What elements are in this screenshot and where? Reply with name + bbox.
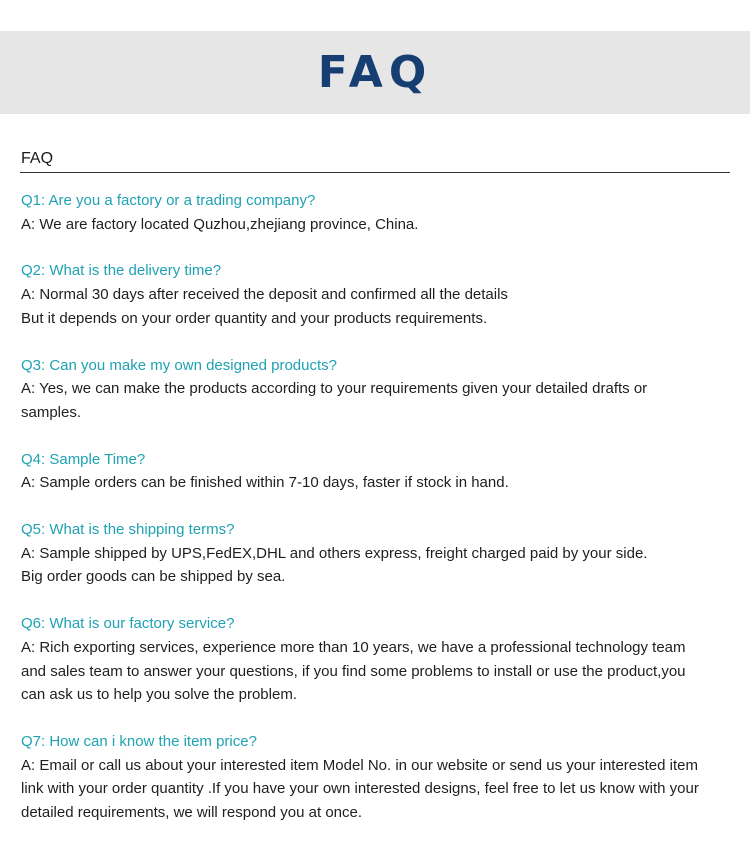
faq-answer: A: Rich exporting services, experience more than 10 years, we have a professional technology team and sales team to answer your questions, if you find some problems to install or use the product,you can ask us to help you solve the problem.: [21, 638, 686, 704]
section-divider: [20, 172, 730, 173]
faq-answer: A: Email or call us about your interested item Model No. in our website or send us your interested item link with your order quantity .If you have your own interested designs, feel free to let us know with your detailed requirements, we will respond you at once.: [21, 756, 699, 822]
faq-item-5: [21, 518, 739, 589]
banner-title: FAQ: [317, 47, 433, 98]
faq-question: Q6: What is our factory service?: [21, 615, 235, 633]
faq-list: [21, 189, 739, 848]
faq-question: Q5: What is the shipping terms?: [21, 521, 235, 539]
faq-item-2: [21, 259, 739, 330]
faq-answer: A: Yes, we can make the products according to your requirements given your detailed drafts or samples.: [21, 380, 648, 421]
faq-question: Q2: What is the delivery time?: [21, 262, 222, 280]
faq-answer: A: We are factory located Quzhou,zhejiang province, China.: [21, 215, 419, 233]
faq-item-6: [21, 612, 739, 707]
faq-banner: [0, 31, 750, 114]
faq-answer: A: Sample orders can be finished within 7-10 days, faster if stock in hand.: [21, 474, 509, 492]
faq-answer: A: Sample shipped by UPS,FedEX,DHL and others express, freight charged paid by your side. Big order goods can be shipped by sea.: [21, 544, 648, 586]
faq-item-7: [21, 730, 739, 825]
faq-question: Q1: Are you a factory or a trading company?: [21, 192, 316, 209]
faq-item-1: [21, 189, 739, 236]
faq-question: Q3: Can you make my own designed products?: [21, 356, 338, 374]
faq-item-3: [21, 354, 739, 425]
faq-question: Q7: How can i know the item price?: [21, 732, 257, 750]
faq-item-4: [21, 448, 739, 495]
faq-answer: A: Normal 30 days after received the deposit and confirmed all the details But it depends on your order quantity and your products requirements.: [21, 286, 508, 327]
section-title: FAQ: [21, 150, 54, 167]
faq-question: Q4: Sample Time?: [21, 450, 146, 468]
